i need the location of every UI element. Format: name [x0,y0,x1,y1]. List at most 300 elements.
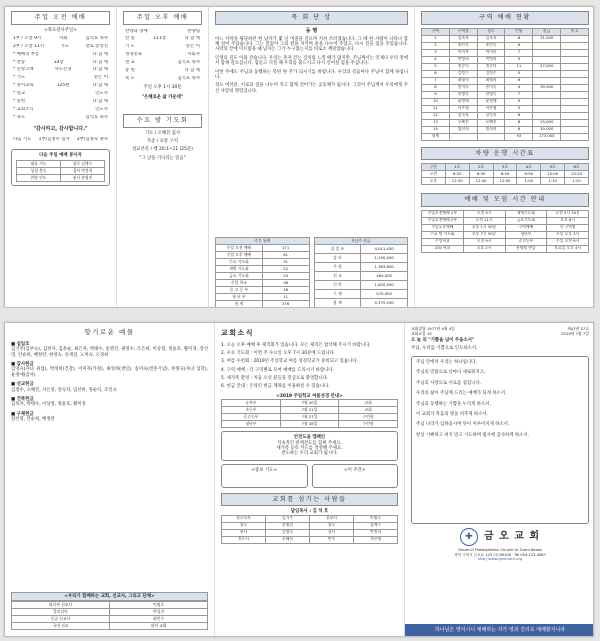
vehicle-header-cell: 3호 [493,164,517,171]
notice-item: 6. 헌금 안내 : 온라인 헌금 계좌를 이용하실 수 있습니다. [221,384,330,390]
offering-section-title: ■ 건축헌금 [11,396,34,402]
mission-row-cell: 국내 선교 [12,623,110,630]
attendance-row-cell: 새벽 기도회 [216,266,263,273]
event-row [222,407,398,414]
district-row-cell [561,105,589,112]
district-row-cell: 서은영 [477,105,505,112]
event-row-cell: 수련원 [339,421,398,428]
schedule-table [421,210,589,253]
campaign-line: 전도하는 우리 교회가 됩시다. [281,451,338,457]
wednesday-line: "그 날을 기다리는 믿음" [139,155,186,161]
cover-call: 주님, 우리를 기쁨으로 인도하소서. [411,345,478,351]
cover-column [405,323,594,636]
afternoon-worship-title: 주일 오후 예배 [123,11,202,25]
morning-order-row-cell: 1부 / 오전 9시 [13,35,42,41]
offering-row [314,281,408,290]
district-row [422,133,589,140]
district-row [422,112,589,119]
afternoon-order-row-cell: 성경봉독 [125,52,142,58]
district-row-cell: 10 [422,98,450,105]
district-row-cell [561,35,589,42]
campaign-line: 지속적인 관계전도를 힘써 주세요. [277,440,342,446]
vehicle-row-cell: 1:10 [541,178,565,185]
mission-partners [11,592,208,630]
district-row [422,42,589,49]
district-row-cell: 7 [505,49,533,56]
next-week-row-cell: 집사 박정희 [61,167,105,174]
afternoon-order-row-cell: 사회자 [187,52,200,58]
offering-row-cell: 십 일 조 [314,245,361,254]
schedule-row-cell: 금요기도회 [505,217,547,224]
morning-order-row-cell: 사도신경 [54,67,72,73]
staff-row-cell: 원로목사 [222,515,266,522]
district-row-cell [561,70,589,77]
mission-row-cell: 필리핀 선교사 [12,602,110,609]
cover-meta [405,323,594,338]
offering-section-names: 김영숙(자녀 취업), 박정희(건강), 이미자(가정), 최영희(생일), 송미숙(결혼기념), 한명숙(자녀 입학), 윤정애(감사) [11,367,208,378]
district-row-cell: 서은영 [449,105,477,112]
schedule-row [422,238,589,245]
schedule-row-cell: 오후 1시 30분 [463,224,505,231]
offering-row [314,299,408,308]
district-row-cell [561,112,589,119]
event-row [222,421,398,428]
event-row-cell: 청년부 [222,421,281,428]
morning-order-row-cell: 장로 송영진 [85,43,108,49]
essay-paragraph: 어느 사막을 횡단하던 한 남자가 몇 날 며칠을 걸으며 지쳐 쓰러졌습니다. 그 때 한 사람이 나타나 함께 걸어 주었습니다. 그는 말없이 그의 곁을 지키며 물을 나누어 주었고, 다시 걸을 힘을 주었습니다. 사막의 끝에 이르렀을 때 남자는 그가 누구였는지를 비로소 깨달았습니다. [215,36,408,53]
offering-row-cell: 구 제 [314,290,361,299]
offering-list [5,342,214,423]
district-row-cell: 9 [505,98,533,105]
district-row-cell: 이미자 [449,49,477,56]
schedule-row-cell: 오전 11시 [463,217,505,224]
staff-title: 교회를 섬기는 사람들 [221,493,398,507]
mission-row [12,609,208,616]
morning-order-row [5,83,116,88]
thanks-text: "감사하고, 감사합니다." [33,126,88,133]
district-row-cell [533,77,561,84]
essay-paragraph: 인생의 길도 이와 같습니다. 우리는 혼자 걷는 것처럼 느낄 때가 많지만, 주님께서는 언제나 우리 곁에서 함께 걸으십니다. 힘들고 지칠 때 우리를 붙드시고 다시 일어설 힘을 주십니다. [215,55,408,67]
district-row-cell [533,105,561,112]
offering-row-cell: 건 축 [314,281,361,290]
afternoon-order-row [117,76,208,81]
vehicle-row-cell: 8:40 [493,171,517,178]
schedule-row [422,231,589,238]
senior-pastor: 담임목사 : 김 석 호 [290,509,329,515]
next-week-servers [11,149,110,186]
mission-row-cell: 캄보디아 [12,609,110,616]
campaign-title: 안전도움 캠페인 [293,435,326,441]
schedule-row-cell: 주일 오후 3시 [547,231,589,238]
offering-section-names: 장선영, 안순희, 배정란 [11,417,55,423]
district-row-cell: 12 [422,112,450,119]
district-row-cell: 송미숙 [449,84,477,91]
offering-title: 지난주 헌금 [314,238,408,245]
district-row-cell: 11 [422,105,450,112]
mission-row-cell: 몽골 선교사 [12,616,110,623]
attendance-row [216,245,310,252]
afternoon-order-row [117,44,208,49]
staff-row-cell: 선교사 [310,515,354,522]
offering-row-cell: 선 교 [314,272,361,281]
weekly-stats [215,237,408,307]
notice-list [215,343,404,390]
attendance-row [216,294,310,301]
offering-section-names: 김정수, 오혜진, 서은영, 강숙자, 임선희, 정순덕, 조인숙 [11,387,117,393]
attendance-table [215,237,310,307]
morning-order-row [5,36,116,41]
offering-row-cell: 570,000 [361,290,408,299]
district-row-cell: 6 [505,126,533,133]
district-title: 구역 예배 현황 [421,11,589,25]
district-row-cell [561,126,589,133]
morning-order-row-cell: 다 함 께 [92,51,108,57]
vehicle-table [421,163,589,185]
district-row-cell: 8 [422,84,450,91]
church-address: 경북 구미시 금오로 123 (우)39100 · Tel 054-123-4567 [454,552,546,557]
district-row [422,77,589,84]
cover-banner: 하나님은 영이시니 예배하는 자가 영과 진리로 예배할지니라 [405,624,594,636]
schedule-row-cell: 새벽기도회 [505,210,547,217]
district-row-cell [533,56,561,63]
notices-title: 교회소식 [221,327,398,340]
district-row-cell: 11 [505,63,533,70]
afternoon-order-row-cell: 다 함 께 [184,36,200,42]
event-row-cell: 7월 27일 [280,414,339,421]
district-row-cell: 합계 [422,133,450,140]
church-motto: 교회요람 10 [411,330,432,336]
district-row-cell: 최영희 [477,77,505,84]
essay-paragraph: 이번 주에도 주님과 동행하는 복된 한 주가 되시기를 바랍니다. 우리의 걸음마다 주님이 함께 하십니다. [215,69,408,80]
afternoon-time: 주일 오후 1시 30분 [143,85,182,91]
intercession-title: <중보 기도> [251,467,278,473]
afternoon-theme: "은혜로운 삶 가운데" [141,94,184,100]
vehicle-header-cell: 6호 [565,164,589,171]
district-row-cell: 윤정애 [449,98,477,105]
morning-order-row [5,44,116,49]
schedule-row [422,224,589,231]
district-row [422,98,589,105]
morning-order-row-cell: 기도 [60,43,69,49]
district-row [422,126,589,133]
staff-row-cell: 반주 [310,536,354,543]
offering-row-cell: 9,375,030 [361,299,408,308]
district-row-cell: 93 [505,133,533,140]
attendance-row-cell: 171 [262,245,309,252]
district-row-cell [533,42,561,49]
schedule-row-cell: 주일학교 [422,238,464,245]
district-header-cell: 인원 [505,28,533,35]
district-row-cell [533,70,561,77]
vehicle-row-cell: 10:00 [541,171,565,178]
event-row-cell: 7월 21일 [280,407,339,414]
schedule-row-cell: 오후 8시 [547,217,589,224]
vehicle-row-cell: 12:40 [469,178,493,185]
poem-line: 주님의 말씀으로 날마다 새로워지고, [416,370,486,376]
poem-line: 우리의 삶이 주님께 드리는 예배가 되게 하소서. [416,391,507,397]
mission-row [12,616,208,623]
event-row-cell: 초등부 [222,407,281,414]
district-row-cell [477,133,505,140]
poem-line: 주님의 사랑으로 서로를 섬깁니다. [416,380,481,386]
church-logo-icon: ✚ [460,528,478,546]
district-row-cell: 57,000 [533,63,561,70]
afternoon-order-row-cell: 설 교 [125,60,135,66]
vehicle-header-cell: 4호 [517,164,541,171]
poem-line: 항상 기뻐하고 쉬지 말고 기도하며 범사에 감사하게 하소서. [416,432,529,438]
district-header-cell: 비고 [561,28,589,35]
next-week-row-cell: 성경 봉독 [17,167,61,174]
district-row-cell: 6 [505,112,533,119]
district-row-cell: 이미자 [477,49,505,56]
notice-item: 3. 여름 수련회 : 2019년 주일학교 여름 성경학교가 준비되고 있습니다. [221,359,358,365]
district-row-cell [561,63,589,70]
district-row-cell: 윤정애 [477,98,505,105]
pastoral-column [209,7,415,307]
mission-row [12,623,208,630]
staff-row-cell: 김예수 [354,522,398,529]
this-week-box [312,464,399,488]
schedule-row-cell: 오후 7시 30분 [463,231,505,238]
attendance-row-cell: 24 [262,273,309,280]
next-prayer-row [5,137,116,142]
district-row-cell [533,91,561,98]
district-row-cell: 7 [422,77,450,84]
district-row-cell: 임선희 [449,126,477,133]
morning-order-row-cell: * 축도 [13,114,26,120]
next-prayer-2: 2부/김명숙 권사 [76,137,108,143]
offering-row-cell: 1,820,000 [361,281,408,290]
district-row-cell: 강숙자 [477,112,505,119]
poem-line: 주님과 동행하는 기쁨을 누리게 하소서. [416,401,491,407]
morning-order-row-cell: * 예배의 부름 [13,51,40,57]
event-row-cell: 중고등부 [222,414,281,421]
attendance-row-cell: 주일 오후 예배 [216,252,263,259]
morning-order-row-cell: 사회 [59,35,68,41]
district-row-cell: 박정희 [477,56,505,63]
afternoon-order-row-cell: 찬 송 [125,36,135,42]
schedule-row-cell: 토요일 오후 4시 [547,245,589,252]
offering-row-cell: 1,150,000 [361,254,408,263]
morning-order-row-cell: * 교회소식 [13,106,34,112]
district-row-cell: 3 [422,49,450,56]
next-week-row-cell: 대표 기도 [17,160,61,167]
district-row-cell: 한명숙 [477,91,505,98]
event-row [222,414,398,421]
vehicle-row-cell: 오전 [422,171,446,178]
mission-partners-table [11,601,208,630]
district-row-cell: 송미숙 [477,84,505,91]
staff-row [222,536,398,543]
vehicle-header-cell: 5호 [541,164,565,171]
next-week-row-cell: 권사 송영진 [61,174,105,181]
district-row [422,49,589,56]
district-row-cell: 김옥자 [477,35,505,42]
offering-section-names: 김기주(김부숙), 김정자, 김옥순, 최은자, 박태수, 송명진, 권영수, 조은희, 이상철, 정윤호, 황미경, 장선영, 안순희, 배정란, 한영숙, 유재길, 노미숙, 오경희 [11,347,208,358]
offering-row [314,245,408,254]
district-row-cell [561,84,589,91]
district-row-cell: 173,000 [533,133,561,140]
offering-row-cell: 1,363,600 [361,263,408,272]
morning-order-row-cell: 다 함 께 [92,67,108,73]
district-row-cell: 정순덕 [477,63,505,70]
attendance-row-cell: 금요 기도회 [216,273,263,280]
mission-partners-title: <우리가 함께하는 교회, 선교사, 그리고 단체> [11,592,208,601]
morning-order-row-cell: 인도자 [95,106,108,112]
event-row-cell: 유치부 [222,400,281,407]
attendance-title: 주간 통계 [216,238,310,245]
morning-order-row-cell: * 성시교독 [13,83,34,89]
offering-section-title: ■ 감사헌금 [11,362,34,368]
district-row-cell [533,112,561,119]
district-row-cell: 한명숙 [449,91,477,98]
district-row [422,91,589,98]
pastoral-subtitle: 동 행 [305,27,318,34]
staff-row-cell: 오혜진 [266,536,310,543]
district-header-cell: 헌금 [533,28,561,35]
prayer-poem-box [411,356,589,524]
staff-table [221,515,398,544]
district-row-cell: 조인숙 [477,42,505,49]
afternoon-worship-order [117,29,208,82]
attendance-row [216,252,310,259]
schedule-row-cell: 수요 밤 기도회 [422,231,464,238]
district-row [422,105,589,112]
schedule-row-cell: 오후 2시 [463,245,505,252]
district-row-cell: 6 [505,42,533,49]
offering-list-column [5,323,215,636]
attendance-row-cell: 376 [262,301,309,308]
page-gap [0,308,600,322]
church-english-name: Geum-O Presbyterian Church in Gumi Korea [458,547,542,552]
schedule-row-cell: 교회 학교 [422,245,464,252]
schedule-row [422,245,589,252]
schedule-row-cell: 중고등부 [505,238,547,245]
attendance-row-cell: 주일 오전 예배 [216,245,263,252]
afternoon-order-row-cell: 111장 [153,36,166,42]
morning-order-row [5,52,116,57]
next-week-title: 다음 주일 예배 봉사자 [39,152,82,158]
district-row-cell: 4 [422,56,450,63]
issue-number: 제47권 27호 [567,326,589,331]
church-brand [405,528,594,546]
vehicle-header-cell: 1호 [445,164,469,171]
wednesday-line: 특송 / 보통 구역 [146,138,179,144]
district-row-cell [449,133,477,140]
campaign-lines [226,441,393,457]
prayer-week-boxes [215,464,404,488]
district-row-cell: 5 [505,105,533,112]
afternoon-order-row-cell: 축 도 [125,75,135,81]
attendance-row-cell: 11 [262,294,309,301]
afternoon-order-row-cell: 봉 헌 [125,67,135,73]
notice-item: 4. 구역 예배 : 각 구역별로 모여 예배를 드리시기 바랍니다. [221,367,334,373]
wednesday-prayer-details [117,131,208,162]
vehicle-row [422,171,589,178]
district-row-cell: 조인숙 [449,42,477,49]
attendance-row-cell: 중 고 등 부 [216,287,263,294]
offering-row-cell: 4,011,430 [361,245,408,254]
district-header-cell: 구역 [422,28,450,35]
morning-worship-column [5,7,117,307]
schedule-row-cell: 오전 5시 30분 [547,210,589,217]
district-row-cell [533,49,561,56]
vehicle-row-cell: 9:50 [517,171,541,178]
schedule-row-cell: 찬양팀 연습 [505,245,547,252]
morning-order-row-cell: 다 함 께 [92,59,108,65]
offering-row [314,263,408,272]
morning-order-row-cell: * 찬송 [13,59,26,65]
wednesday-prayer-title: 수요 밤 기도회 [123,114,202,128]
attendance-row [216,280,310,287]
next-week-row [17,160,105,167]
district-header-cell: 장소 [477,28,505,35]
offering-section-title: ■ 선교헌금 [11,382,34,388]
morning-worship-title: 주일 오전 예배 [11,11,110,25]
offering-list-title: 향기로운 예물 [11,327,208,339]
attendance-row-cell: 61 [262,252,309,259]
staff-row-cell: 장로 [222,522,266,529]
next-week-row-cell: 장로 김예수 [61,160,105,167]
staff-row-cell: 집사 [310,529,354,536]
district-row-cell: 1 [422,35,450,42]
event-row-cell: 7월 20일 [280,400,339,407]
morning-order-row-cell: * 신앙고백 [13,67,34,73]
vehicle-row-cell: 12:50 [493,178,517,185]
morning-order-row-cell: * 기도 [13,75,26,81]
morning-order-row-cell: 인도자 [95,91,108,97]
event-table [221,399,398,428]
event-row-cell: 교회 [339,400,398,407]
district-row-cell: 박정희 [449,56,477,63]
event-row [222,400,398,407]
attendance-row-cell: 합 계 [216,301,263,308]
district-row-cell: 최영희 [449,77,477,84]
district-row-cell: 30,000 [533,84,561,91]
offering-row [314,254,408,263]
district-row-cell [561,98,589,105]
district-row-cell: 5 [505,70,533,77]
afternoon-order-row [117,36,208,41]
afternoon-order-row-cell: 기 도 [125,44,135,50]
attendance-row-cell: 18 [262,287,309,294]
schedule-row-cell: 오전 9시 [463,210,505,217]
district-row [422,63,589,70]
morning-worship-subtitle: <목요강사주일> [44,27,77,33]
campaign-box [221,431,398,461]
event-title: <2019 주일학교 여름성경 안내> [276,393,343,399]
morning-order-row-cell: * 설교 [13,91,26,97]
pastoral-essay [209,37,414,94]
district-row-cell [561,56,589,63]
vehicle-row-cell: 1:00 [517,178,541,185]
district-row-cell: 임선희 [477,126,505,133]
district-row-cell: 2 [422,42,450,49]
bulletin-inner-page [4,6,594,308]
district-row-cell: 9 [422,91,450,98]
district-row [422,84,589,91]
offering-section-title: ■ 구제헌금 [11,411,34,417]
church-website[interactable]: http://www.geumoch.org [477,557,523,561]
attendance-row-cell: 수요 기도회 [216,259,263,266]
pastoral-title: 목 회 단 상 [215,11,408,25]
morning-order-row-cell: 김석호 목사 [85,114,108,120]
afternoon-order-row-cell: 맡은 이 [185,44,200,50]
district-row [422,70,589,77]
afternoon-order-row-cell: 김석호 목사 [177,60,200,66]
morning-worship-order [5,36,116,120]
morning-order-row-cell: 125편 [56,83,70,89]
